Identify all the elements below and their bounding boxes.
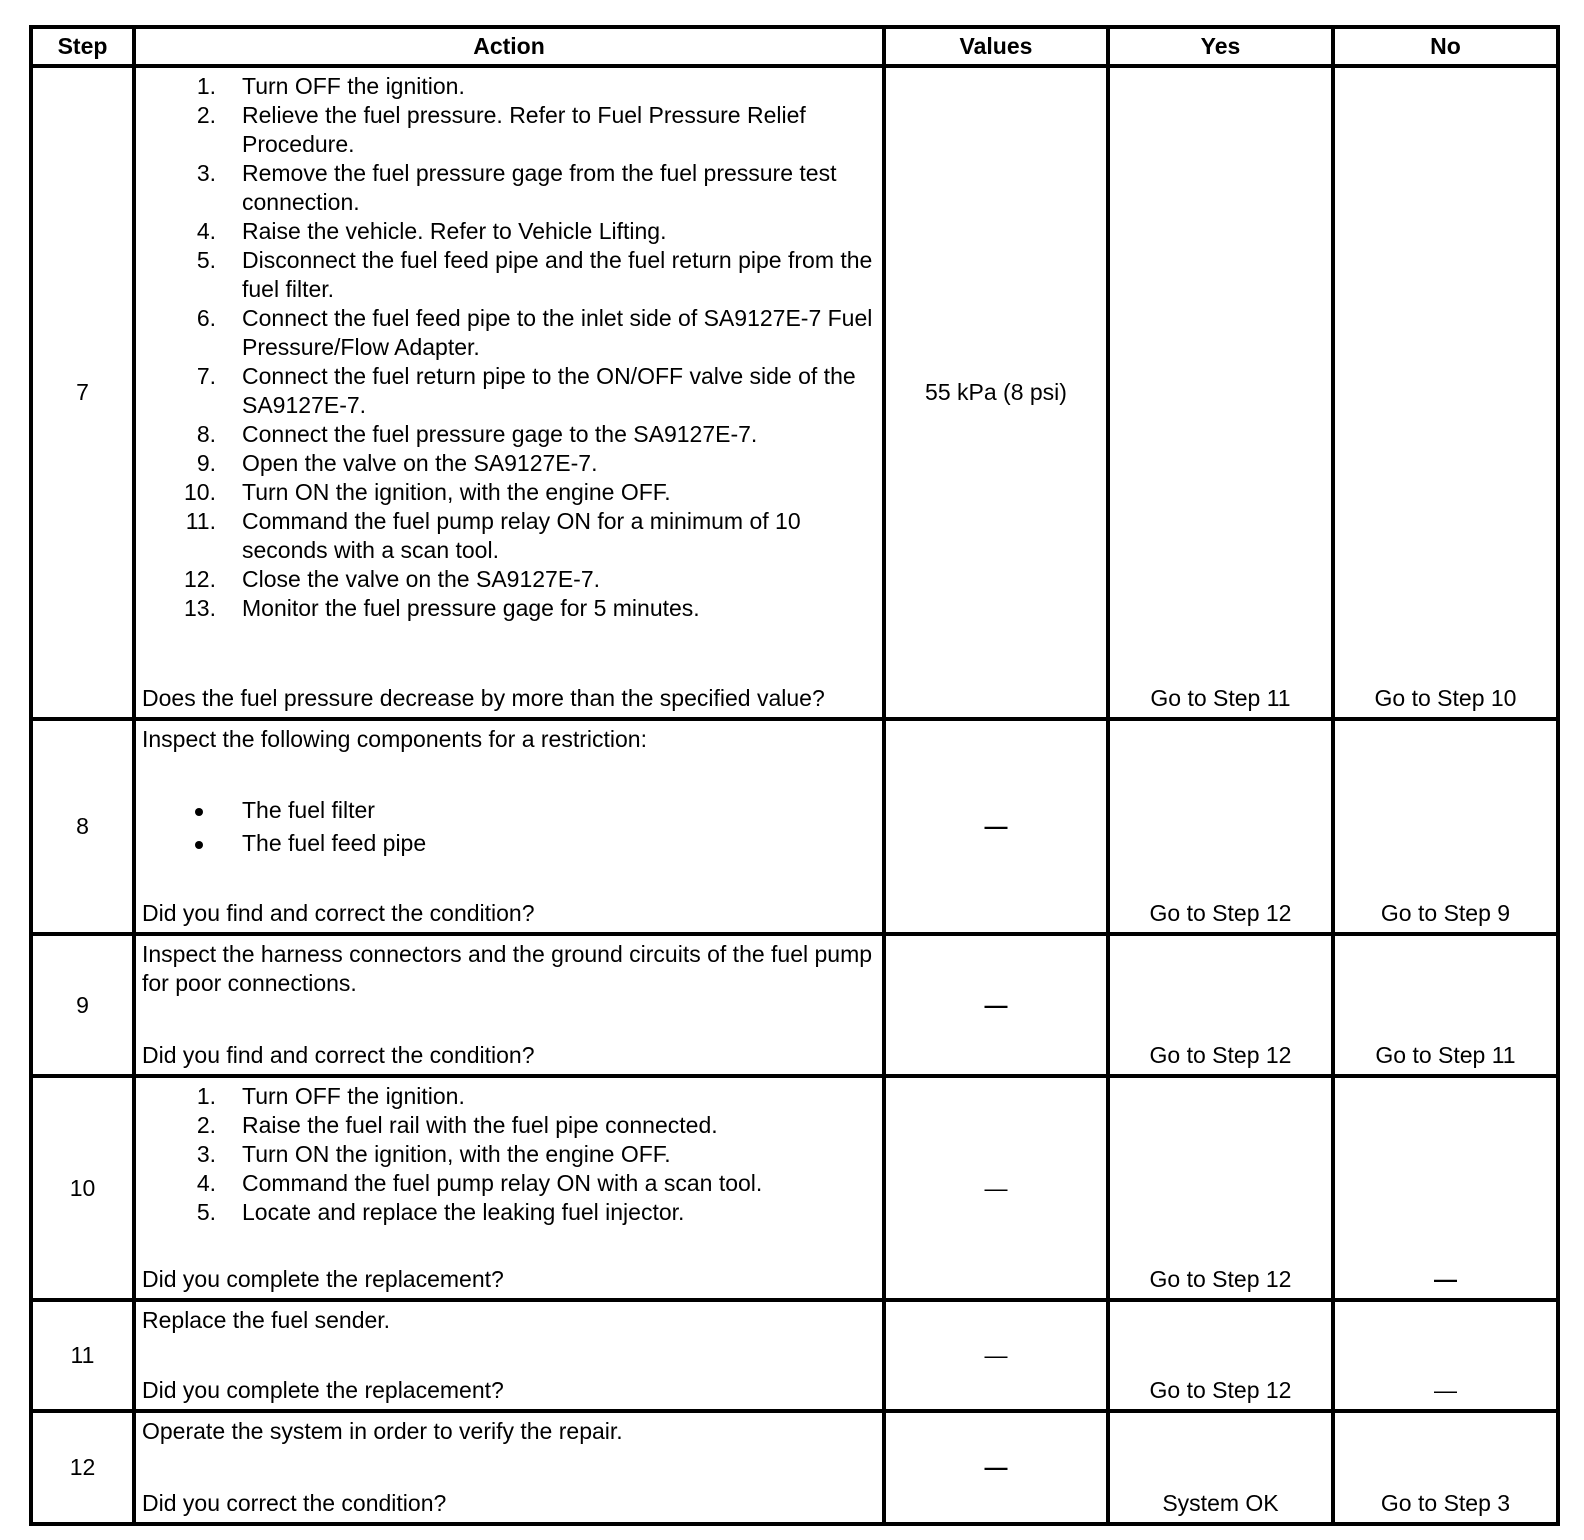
- intro-text: Inspect the following components for a restriction:: [142, 726, 647, 752]
- intro-text: Inspect the harness connectors and the ground circuits of the fuel pump for poor connections.: [142, 941, 873, 996]
- table-row-step-9: [31, 934, 1558, 1076]
- list-item: 4. Raise the vehicle. Refer to Vehicle Lifting.: [196, 218, 667, 244]
- question-text: Did you complete the replacement?: [142, 1377, 504, 1403]
- values-cell: —: [884, 934, 1108, 1076]
- list-item: 6. Connect the fuel feed pipe to the inlet side of SA9127E-7 Fuel Pressure/Flow Adapter.: [196, 305, 873, 360]
- table-row-step-12: [31, 1411, 1558, 1524]
- step-number: 9: [31, 934, 134, 1076]
- intro-text: Operate the system in order to verify the repair.: [142, 1418, 623, 1444]
- question-text: Does the fuel pressure decrease by more than the specified value?: [142, 685, 825, 711]
- procedure-list: [142, 72, 878, 623]
- list-item: 8. Connect the fuel pressure gage to the SA9127E-7.: [196, 421, 758, 447]
- yes-cell: Go to Step 12: [1108, 719, 1333, 934]
- diagnostic-table: [29, 25, 1560, 1526]
- list-item: 5. Disconnect the fuel feed pipe and the fuel return pipe from the fuel filter.: [196, 247, 873, 302]
- values-cell: —: [884, 719, 1108, 934]
- action-cell: [134, 1300, 884, 1411]
- yes-cell: Go to Step 12: [1108, 1300, 1333, 1411]
- step-number: 7: [31, 66, 134, 719]
- header-action: Action: [134, 27, 884, 66]
- action-cell: [134, 934, 884, 1076]
- question-text: Did you find and correct the condition?: [142, 900, 535, 926]
- step-number: 10: [31, 1076, 134, 1300]
- list-item: 3. Turn ON the ignition, with the engine OFF.: [196, 1141, 671, 1167]
- list-item: 2. Raise the fuel rail with the fuel pipe connected.: [196, 1112, 718, 1138]
- values-cell: —: [884, 1076, 1108, 1300]
- question-text: Did you complete the replacement?: [142, 1266, 504, 1292]
- action-cell: [134, 719, 884, 934]
- action-cell: [134, 1411, 884, 1524]
- procedure-list: [142, 1082, 878, 1227]
- intro-text: Replace the fuel sender.: [142, 1307, 391, 1333]
- question-text: Did you correct the condition?: [142, 1490, 447, 1516]
- table-row-step-7: [31, 66, 1558, 719]
- list-item: The fuel filter: [142, 796, 878, 825]
- no-cell: —: [1333, 1076, 1558, 1300]
- step-number: 8: [31, 719, 134, 934]
- yes-cell: System OK: [1108, 1411, 1333, 1524]
- table-row-step-10: [31, 1076, 1558, 1300]
- question-text: Did you find and correct the condition?: [142, 1042, 535, 1068]
- list-item: The fuel feed pipe: [142, 829, 878, 858]
- list-item: 5. Locate and replace the leaking fuel injector.: [196, 1199, 685, 1225]
- yes-cell: Go to Step 11: [1108, 66, 1333, 719]
- table-row-step-8: [31, 719, 1558, 934]
- list-item: 12. Close the valve on the SA9127E-7.: [184, 566, 601, 592]
- action-cell: [134, 1076, 884, 1300]
- bullet-icon: [142, 796, 242, 825]
- list-item: 11. Command the fuel pump relay ON for a minimum of 10 seconds with a scan tool.: [185, 508, 801, 563]
- header-step: Step: [31, 27, 134, 66]
- list-item: 13. Monitor the fuel pressure gage for 5 minutes.: [184, 595, 700, 621]
- no-cell: Go to Step 11: [1333, 934, 1558, 1076]
- list-item: 2. Relieve the fuel pressure. Refer to Fuel Pressure Relief Procedure.: [196, 102, 806, 157]
- header-values: Values: [884, 27, 1108, 66]
- list-item: 10. Turn ON the ignition, with the engine OFF.: [184, 479, 671, 505]
- no-cell: Go to Step 10: [1333, 66, 1558, 719]
- action-cell: [134, 66, 884, 719]
- yes-cell: Go to Step 12: [1108, 934, 1333, 1076]
- list-item: 1. Turn OFF the ignition.: [196, 73, 465, 99]
- header-no: No: [1333, 27, 1558, 66]
- no-cell: Go to Step 3: [1333, 1411, 1558, 1524]
- no-cell: Go to Step 9: [1333, 719, 1558, 934]
- list-item: 4. Command the fuel pump relay ON with a scan tool.: [196, 1170, 763, 1196]
- bullet-icon: [142, 829, 242, 858]
- values-cell: —: [884, 1411, 1108, 1524]
- header-yes: Yes: [1108, 27, 1333, 66]
- table-row-step-11: [31, 1300, 1558, 1411]
- step-number: 11: [31, 1300, 134, 1411]
- list-item: 3. Remove the fuel pressure gage from the fuel pressure test connection.: [196, 160, 837, 215]
- values-cell: 55 kPa (8 psi): [884, 66, 1108, 719]
- list-item: 9. Open the valve on the SA9127E-7.: [196, 450, 598, 476]
- list-item: 1. Turn OFF the ignition.: [196, 1083, 465, 1109]
- yes-cell: Go to Step 12: [1108, 1076, 1333, 1300]
- values-cell: —: [884, 1300, 1108, 1411]
- step-number: 12: [31, 1411, 134, 1524]
- no-cell: —: [1333, 1300, 1558, 1411]
- header-row: [31, 27, 1558, 66]
- component-list: [142, 796, 878, 858]
- list-item: 7. Connect the fuel return pipe to the ON/OFF valve side of the SA9127E-7.: [196, 363, 856, 418]
